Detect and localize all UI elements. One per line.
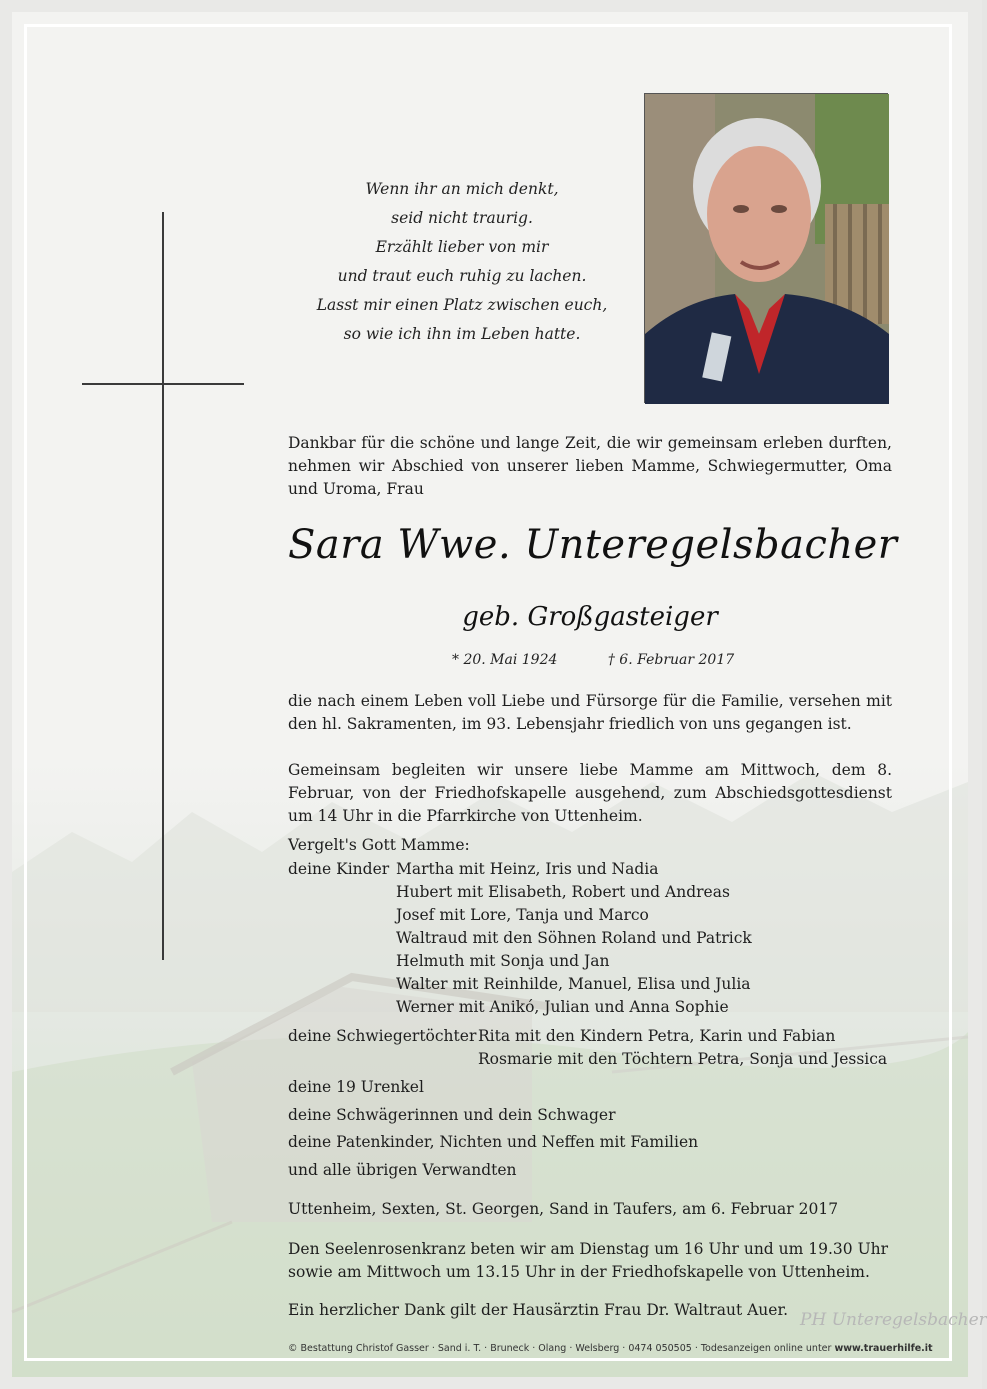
relatives-entry: deine Schwägerinnen und dein Schwager	[288, 1106, 616, 1124]
deceased-name: Sara Wwe. Unteregelsbacher	[288, 522, 898, 568]
portrait-illustration	[645, 94, 889, 404]
daughter-in-law-entry: Rita mit den Kindern Petra, Karin und Fabian	[478, 1027, 836, 1045]
thanks-label: Vergelt's Gott Mamme:	[288, 836, 470, 854]
cross-icon-horizontal	[82, 383, 244, 385]
poem-line: Lasst mir einen Platz zwischen euch,	[316, 296, 608, 314]
artist-signature: PH Unteregelsbacher	[800, 1310, 987, 1330]
footer-link[interactable]: www.trauerhilfe.it	[834, 1343, 933, 1354]
relatives-entry: deine 19 Urenkel	[288, 1078, 424, 1096]
portrait-photo	[644, 93, 888, 403]
children-label: deine Kinder	[288, 860, 390, 878]
poem-line: Erzählt lieber von mir	[375, 238, 549, 256]
poem-line: seid nicht traurig.	[391, 209, 533, 227]
birth-date: * 20. Mai 1924	[452, 652, 558, 668]
footer-text: © Bestattung Christof Gasser · Sand i. T. · Bruneck · Olang · Welsberg · 0474 050505 · Todesanzeigen online unter	[288, 1343, 835, 1354]
child-entry: Hubert mit Elisabeth, Robert und Andreas	[396, 883, 730, 901]
child-entry: Walter mit Reinhilde, Manuel, Elisa und Julia	[396, 975, 751, 993]
cross-icon-vertical	[162, 212, 164, 960]
intro-text: Dankbar für die schöne und lange Zeit, die wir gemeinsam erleben durften, nehmen wir Abschied von unserer lieben Mamme, Schwiegermutter, Oma und Uroma, Frau	[288, 434, 892, 498]
poem-line: so wie ich ihn im Leben hatte.	[343, 325, 581, 343]
rosary-text: Den Seelenrosenkranz beten wir am Dienstag um 16 Uhr und um 19.30 Uhr sowie am Mittwoch um 13.15 Uhr in der Friedhofskapelle von Uttenheim.	[288, 1240, 889, 1281]
child-entry: Helmuth mit Sonja und Jan	[396, 952, 610, 970]
doctor-thanks: Ein herzlicher Dank gilt der Hausärztin Frau Dr. Waltraut Auer.	[288, 1301, 789, 1319]
death-date: † 6. Februar 2017	[607, 652, 735, 668]
child-entry: Martha mit Heinz, Iris und Nadia	[396, 860, 659, 878]
daughter-in-law-entry: Rosmarie mit den Töchtern Petra, Sonja und Jessica	[478, 1050, 888, 1068]
place-and-date: Uttenheim, Sexten, St. Georgen, Sand in Taufers, am 6. Februar 2017	[288, 1200, 839, 1218]
child-entry: Werner mit Anikó, Julian und Anna Sophie	[396, 998, 729, 1016]
child-entry: Waltraud mit den Söhnen Roland und Patrick	[396, 929, 752, 947]
child-entry: Josef mit Lore, Tanja und Marco	[396, 906, 649, 924]
maiden-name: geb. Großgasteiger	[462, 602, 718, 632]
life-dates	[452, 652, 734, 668]
funeral-text: Gemeinsam begleiten wir unsere liebe Mamme am Mittwoch, dem 8. Februar, von der Friedhofskapelle ausgehend, zum Abschiedsgottesdienst um 14 Uhr in die Pfarrkirche von Uttenheim.	[288, 761, 892, 825]
passing-text: die nach einem Leben voll Liebe und Fürsorge für die Familie, versehen mit den hl. Sakramenten, im 93. Lebensjahr friedlich von uns gegangen ist.	[288, 692, 892, 733]
obituary-card	[12, 12, 987, 1377]
footer	[288, 1343, 933, 1354]
poem-line: und traut euch ruhig zu lachen.	[337, 267, 587, 285]
daughters-in-law-label: deine Schwiegertöchter	[288, 1027, 477, 1045]
poem-line: Wenn ihr an mich denkt,	[365, 180, 559, 198]
relatives-entry: deine Patenkinder, Nichten und Neffen mit Familien	[288, 1133, 699, 1151]
poem	[242, 175, 682, 349]
relatives-entry: und alle übrigen Verwandten	[288, 1161, 517, 1179]
